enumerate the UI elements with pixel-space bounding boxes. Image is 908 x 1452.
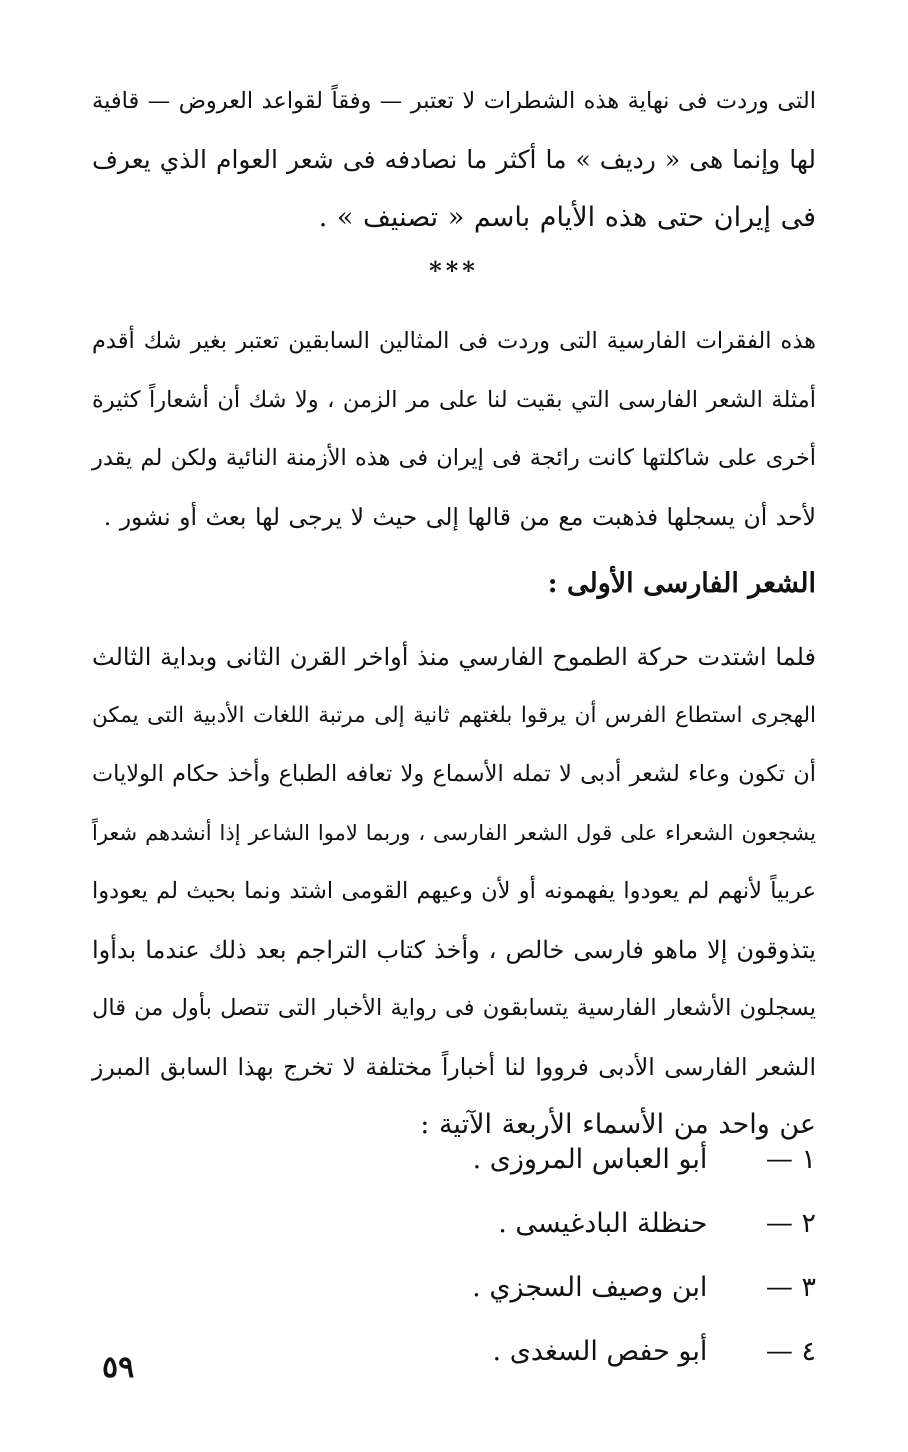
paragraph-line: أخرى على شاكلتها كانت رائجة فى إيران فى هذه الأزمنة النائية ولكن لم يقدر [92,445,816,471]
paragraph-line: لأحد أن يسجلها فذهبت مع من قالها إلى حيث لا يرجى لها بعث أو نشور . [103,502,816,531]
paragraph-line: عن واحد من الأسماء الأربعة الآتية : [420,1109,816,1140]
list-item [472,1128,816,1192]
paragraph-line: فى إيران حتى هذه الأيام باسم « تصنيف » . [318,202,816,233]
paragraph-2 [92,312,816,546]
list-item-number: ٤ — [765,1336,816,1367]
list-item [472,1256,816,1320]
paragraph-line: الهجرى استطاع الفرس أن يرقوا بلغتهم ثانية إلى مرتبة اللغات الأدبية التى يمكن [92,702,816,728]
paragraph-line: يسجلون الأشعار الفارسية يتسابقون فى رواية الأخبار التى تتصل بأول من قال [92,995,816,1021]
paragraph-line: يتذوقون إلا ماهو فارسى خالص ، وأخذ كتاب التراجم بعد ذلك عندما بدأوا [92,935,816,964]
paragraph-line: فلما اشتدت حركة الطموح الفارسي منذ أواخر القرن الثانى وبداية الثالث [92,643,816,671]
list-item [472,1320,816,1384]
paragraph-line: أمثلة الشعر الفارسى التي بقيت لنا على مر الزمن ، ولا شك أن أشعاراً كثيرة [92,386,816,413]
page-number: ٥٩ [102,1350,135,1385]
section-heading: الشعر الفارسى الأولى : [547,568,816,599]
list-item-number: ١ — [765,1144,816,1175]
list-item-text: أبو حفص السغدى . [492,1336,708,1367]
paragraph-1 [92,72,816,248]
section-separator: *** [429,256,479,285]
paragraph-line: الشعر الفارسى الأدبى فرووا لنا أخباراً مختلفة لا تخرج بهذا السابق المبرز [92,1052,816,1081]
list-item-text: أبو العباس المروزى . [472,1144,708,1175]
list-item-number: ٣ — [765,1272,816,1303]
list-item-text: ابن وصيف السجزي . [472,1272,708,1303]
paragraph-line: يشجعون الشعراء على قول الشعر الفارسى ، وربما لاموا الشاعر إذا أنشدهم شعراً [92,820,816,845]
paragraph-line: عربياً لأنهم لم يعودوا يفهمونه أو لأن وعيهم القومى اشتد ونما بحيث لم يعودوا [92,878,816,904]
paragraph-line: التى وردت فى نهاية هذه الشطرات لا تعتبر — وفقاً لقواعد العروض — قافية [92,88,816,114]
list-item [472,1192,816,1256]
paragraph-line: هذه الفقرات الفارسية التى وردت فى المثالين السابقين تعتبر بغير شك أقدم [92,328,816,354]
paragraph-line: لها وإنما هى « رديف » ما أكثر ما نصادفه فى شعر العوام الذي يعرف [92,144,816,174]
list-item-number: ٢ — [765,1208,816,1239]
poets-list [472,1128,816,1384]
list-item-text: حنظلة البادغيسى . [498,1208,708,1239]
paragraph-line: أن تكون وعاء لشعر أدبى لا تمله الأسماع ولا تعافه الطباع وأخذ حكام الولايات [92,761,816,787]
paragraph-3 [92,628,816,1155]
